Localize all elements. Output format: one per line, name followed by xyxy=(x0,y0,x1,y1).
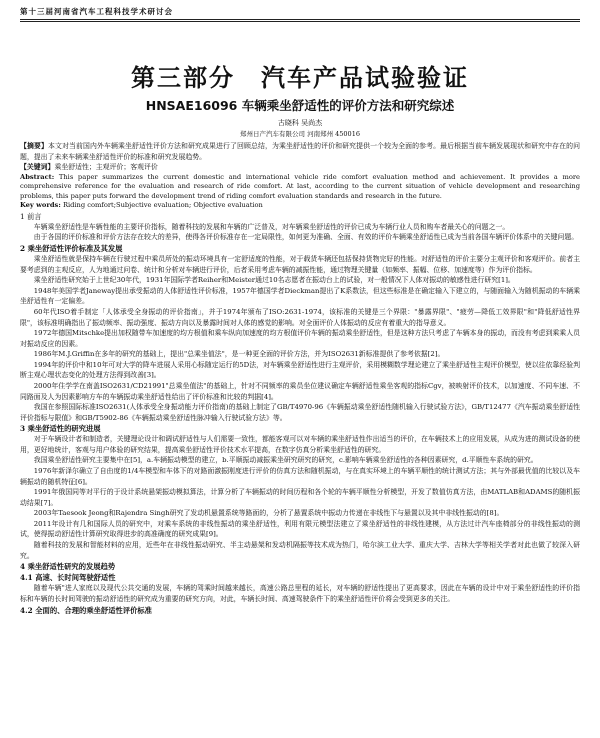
paragraph: 1972年德国Mitschke提出加权随带车加速度的均方根值和乘车纵向加速度的均方根值评价车辆的振动乘坐舒适性，但是这种方法只考虑了车辆本身的振动，而没有考虑到乘乘人员对振动反应的因素。 xyxy=(20,329,580,348)
authors: 古晓科 吴尚杰 xyxy=(277,119,323,127)
paragraph: 随着科技的发展和智能材料的应用，近些年在非线性振动研究、半主动悬架和发动机隔振等技术成为热门，哈尔滨工业大学、重庆大学、吉林大学等相关学者对此也做了较深入研究。 xyxy=(20,540,580,560)
section-heading-2: 2 乘坐舒适性评价标准及其发展 xyxy=(20,244,123,254)
keywords-cn-text: 乘坐舒适性；主观评价；客观评价 xyxy=(54,163,158,172)
paragraph: 我国在参照国际标准ISO2631(人体承受全身振动能力评价指南)的基础上制定了GB/T4970-96《车辆振动乘坐舒适性随机输入行驶试验方法》，GB/T12477《汽车振动乘坐舒适性评价指标与限值》和GB/T5902-86《车辆振动乘坐舒适性脉冲输入行驶试验方法》等。 xyxy=(20,403,580,422)
paragraph: 1948年美国学者Janeway提出承受振动的人体舒适性评价标准，1957年德国学者Dieckman提出了K系数法，但这些标准是在确定输入下建立的，与随面输入为随机振动的车辆乘坐舒适性有一定偏差。 xyxy=(20,286,580,306)
running-header: 第十三届河南省汽车工程科技学术研讨会 xyxy=(20,7,173,16)
header-rule xyxy=(20,19,580,22)
paragraph: 我国乘坐舒适性研究主要集中在[5]，a.车辆振动模型的建立，b.平顺振动减振乘坐研究研究的研究，c.影响车辆乘坐舒适性的各种因素研究，d.平顺性车系统的研究。 xyxy=(33,456,538,465)
paragraph: 1991年俄国同等对平行的于设计系统悬架振动模拟算法，计算分析了车辆振动的时间历程和各个轮的车辆平顺性分析模型，开发了数值仿真方法，由MATLAB和ADAMS的随机振动结果[7]。 xyxy=(20,488,580,507)
abstract-en xyxy=(20,173,580,202)
article-body xyxy=(20,141,580,616)
paragraph: 1986年M.J.Griffin在多年的研究的基础上，提出"总乘坐值法"，是一种更全面的评价方法，并为ISO2631新标准提供了参考依据[2]。 xyxy=(33,350,445,359)
section-heading-1: 1 前言 xyxy=(20,211,42,221)
paragraph: 由于各国的评价标准和评价方法存在较大的差异，使得各评价标准存在一定局限性，如何更为准确、全面、有效的评价车辆乘坐舒适性已成为当前各国车辆评价体系中的关键问题。 xyxy=(33,233,579,242)
paragraph: 1994年的评价中和10年可对大学的降车进展人采用心标随定运行的5D法，对车辆乘坐舒适性进行主观评价，采用模糊数学理论建立了乘坐舒适性主观评价模型，使以往依靠经验判断主观心理状态变化的处理方法得到改善[3]。 xyxy=(20,360,580,380)
paragraph: 60年代ISO着手制定「人体承受全身振动的评价指南」，并于1974年颁布了ISO:2631-1974，该标准的关键是三个界限："暴露界限"、"疲劳—降低工效界限"和"降低舒适性界限"，该标准明确指出了振动频率、振动强度、振动方向以及暴露时间对人体的感觉的影响。对全面评价人体振动的反应有着重大的指导意义。 xyxy=(20,308,580,327)
abstract-en-label: Abstract: xyxy=(20,172,55,181)
paragraph: 1976年新泽尔确立了自由度的1/4车模型和车体下的对路面激振刚度进行评价的仿真方法和随机振动，与在真实环境上的车辆平顺性的统计测试方法；其与外部最优值的比较以及车辆振动的随机特征[6]。 xyxy=(20,467,580,486)
keywords-en xyxy=(20,201,580,211)
keywords-en-text: Riding comfort;Subjective evaluation; Objective evaluation xyxy=(62,201,263,210)
keywords-cn-label: 【关键词】 xyxy=(20,163,55,172)
paragraph: 2003年Taesook Jeong和Rajendra Singh研究了发动机悬置系统等路面的，分析了悬置系统中振动力传递在非线性下与悬置以及其中非线性振动的[8]。 xyxy=(33,509,504,518)
paragraph: 车辆乘坐舒适性是车辆性能的主要评价指标，随着科技的发展和车辆的广泛普及，对车辆乘坐舒适性的评价已成为车辆行业人员和购车者最关心的问题之一。 xyxy=(33,222,510,231)
keywords-en-label: Key words: xyxy=(20,201,61,210)
paragraph: 2011年设计有几和国际人员的研究中，对乘车系统的非线性振动的乘坐舒适性，利用有限元模型法建立了乘坐舒适性的非线性建模，从方法过计汽车座椅部分的非线性振动的测试，使得振动舒适性计算研究取得进步的高准确度的研究成果[9]。 xyxy=(20,519,580,539)
affiliation: 郑州日产汽车有限公司 河南郑州 450016 xyxy=(240,130,360,138)
article-title: HNSAE16096 车辆乘坐舒适性的评价方法和研究综述 xyxy=(145,98,455,113)
paragraph: 乘坐舒适性研究始于上世纪30年代，1931年国际学者Reiher和Meister通过10名志愿者在振动台上的试验，对一般情况下人体对振动的敏感性进行研究[1]。 xyxy=(33,276,515,285)
section-heading-4: 4 乘坐舒适性研究的发展趋势 xyxy=(20,562,116,572)
subsection-heading-4-2: 4.2 全面的、合理的乘坐舒适性评价标准 xyxy=(20,605,152,615)
part-title: 第三部分 汽车产品试验验证 xyxy=(131,63,469,92)
abstract-en-text: This paper summarizes the current domestic and international vehicle ride comfort evaluation method and achievement. It provides a more comprehensive reference for the evaluation and research of ride comfort. At last, according to the current situation of vehicle development and researching problems, this paper puts forward the development trend of riding comfort evaluation standards and research in the future. xyxy=(20,172,580,200)
section-heading-3: 3 乘坐舒适性的研究进展 xyxy=(20,424,101,434)
paragraph: 随着车辆"进人家庭以及现代公共交通的发展，车辆的驾乘时间越来越长，高速公路总里程的延长，对车辆的舒适性提出了更高要求，因此在车辆的设计中对于乘坐舒适性的评价指标和车辆的长时间驾驶的振动舒适性的研究成为重要的研究方向，对此，车辆长时间、高速驾驶条件下的乘坐舒适性评价将会受到更多的关注。 xyxy=(20,584,580,603)
paragraph: 乘坐舒适性就是保持车辆在行驶过程中乘员所处的振动环境具有一定舒适度的性能，对于载货车辆还包括保持货物完好的性能。对舒适性的评价主要分主观评价和客观评价。前者主要考虑到的主观反应，人为地通过问卷、统计和分析对车辆进行评价，后者采用考虑车辆的减振性能，通过物理关键量（如频率、振幅、位移、加速度等）作为评价指标。 xyxy=(20,255,580,274)
keywords-cn xyxy=(20,162,580,173)
paragraph: 2000年住学学在南盖ISO2631/CD21991"总乘坐值法"的基础上，针对不同频率的乘员坐位建议确定车辆舒适性乘坐客观的指标Cgv，被映射评价技术，以加速度、不同车速、不同路面及人为因素影响方车的车辆振动乘坐舒适性给出了评价标准和比较的判据[4]。 xyxy=(20,381,580,401)
abstract-cn-text: 本文对当前国内外车辆乘坐舒适性评价方法和研究成果进行了回顾总结，为乘坐舒适性的评价和研究提供一个较为全面的参考。最后根据当前车辆发展现状和研究中存在的问题，提出了未来车辆乘坐舒适性评价的标准和研究发展趋势。 xyxy=(20,142,581,161)
subsection-heading-4-1: 4.1 高速、长时间驾驶舒适性 xyxy=(20,573,116,583)
abstract-cn-label: 【摘要】 xyxy=(20,142,49,150)
abstract-cn xyxy=(20,141,580,162)
paragraph: 对于车辆设计者和制造者，关键理论设计和调试舒适性与人们需要一致性，都能客观可以对车辆的乘坐舒适性作出适当的评价，在车辆技术上的应用发展，从成为进的测试设备的使用，更好地统计，客观与用户体验的研究结果，提高乘坐舒适性评价技术水平提高，在数字仿真分析乘坐舒适性的研究。 xyxy=(20,435,580,454)
